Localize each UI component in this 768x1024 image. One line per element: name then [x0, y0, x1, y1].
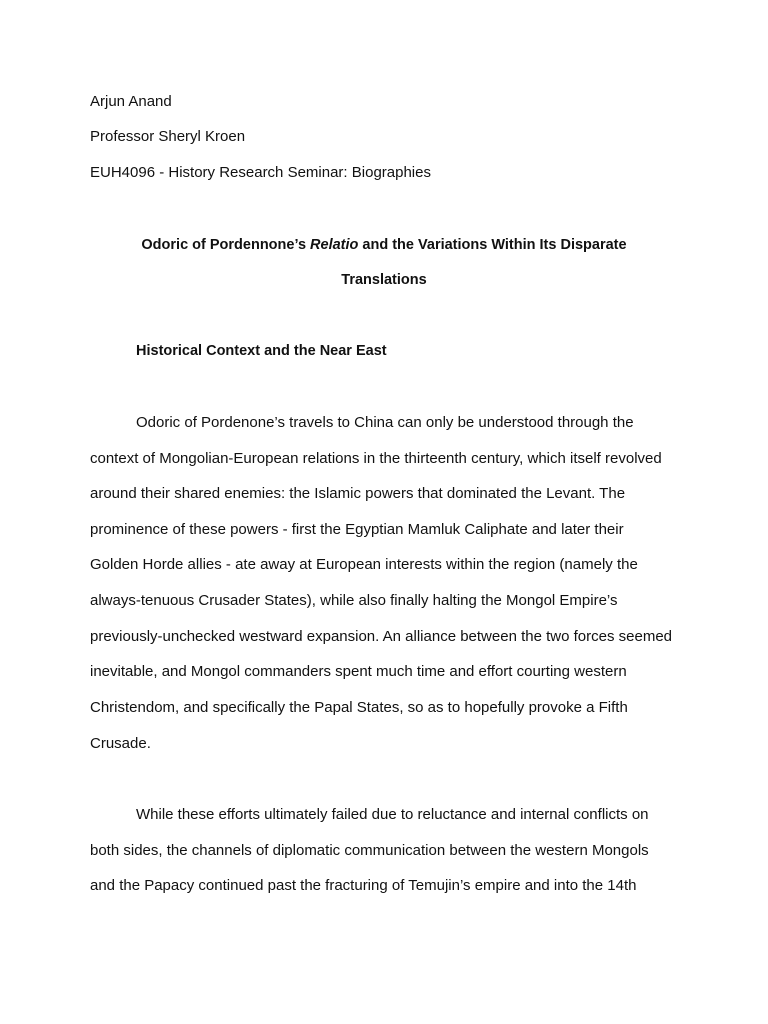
section-heading: Historical Context and the Near East: [136, 343, 387, 359]
paragraph-line: both sides, the channels of diplomatic communication between the western Mongols: [90, 842, 649, 859]
paragraph-line: and the Papacy continued past the fracturing of Temujin’s empire and into the 14th: [90, 877, 637, 894]
paragraph-line: always-tenuous Crusader States), while also finally halting the Mongol Empire’s: [90, 592, 618, 609]
title-italic-word: Relatio: [310, 237, 359, 253]
paragraph-line: Crusade.: [90, 735, 151, 752]
paragraph-line: around their shared enemies: the Islamic powers that dominated the Levant. The: [90, 485, 626, 502]
paragraph-line: While these efforts ultimately failed due to reluctance and internal conflicts on: [136, 806, 649, 823]
paragraph-line: prominence of these powers - first the Egyptian Mamluk Caliphate and later their: [90, 521, 624, 538]
document-title-line-1: [0, 235, 768, 255]
paragraph-line: inevitable, and Mongol commanders spent much time and effort courting western: [90, 663, 627, 680]
paragraph-line: context of Mongolian-European relations in the thirteenth century, which itself revolved: [90, 450, 662, 467]
author-name: Arjun Anand: [90, 93, 172, 110]
paragraph-line: Christendom, and specifically the Papal States, so as to hopefully provoke a Fifth: [90, 699, 628, 716]
paragraph-line: Odoric of Pordenone’s travels to China can only be understood through the: [136, 414, 634, 431]
title-prefix: Odoric of Pordennone’s: [141, 237, 311, 253]
document-title-line-2: Translations: [341, 272, 427, 288]
paragraph-line: Golden Horde allies - ate away at European interests within the region (namely the: [90, 556, 638, 573]
paragraph-line: previously-unchecked westward expansion. An alliance between the two forces seemed: [90, 628, 672, 645]
title-suffix: and the Variations Within Its Disparate: [358, 237, 627, 253]
professor-name: Professor Sheryl Kroen: [90, 128, 246, 145]
course-name: EUH4096 - History Research Seminar: Biographies: [90, 164, 431, 181]
